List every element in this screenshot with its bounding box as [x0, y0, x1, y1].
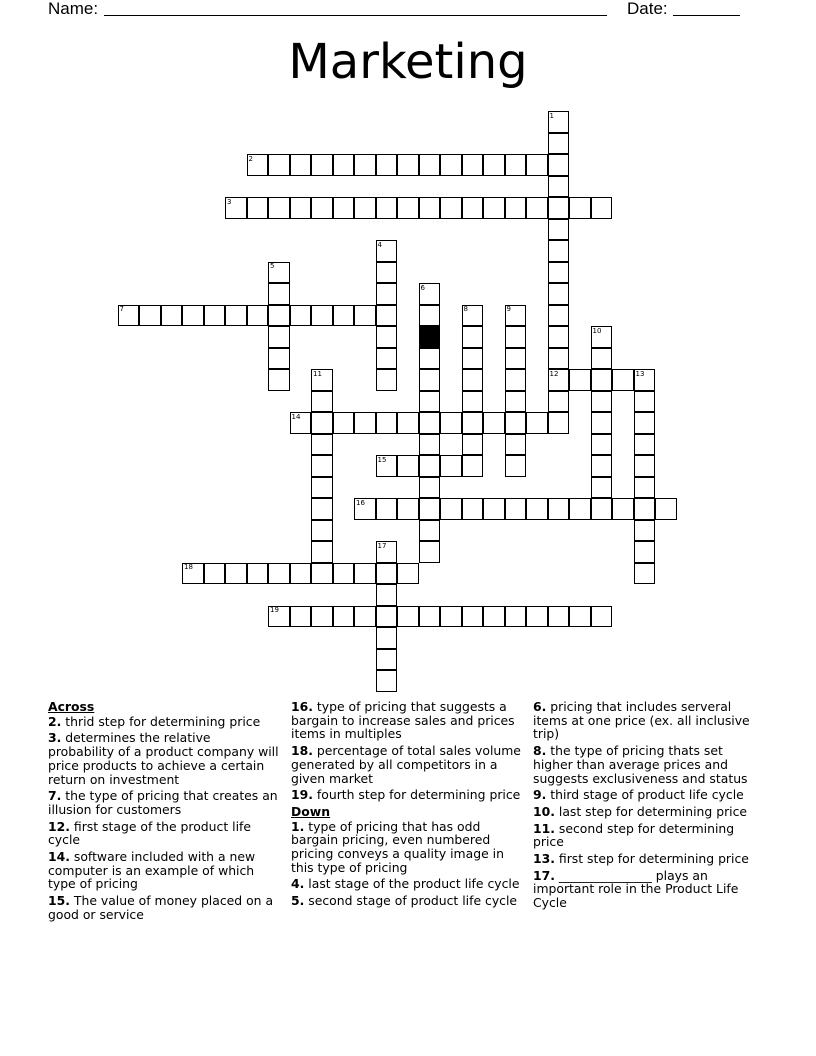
grid-cell[interactable] [634, 369, 656, 391]
clue-item-number: 17. [533, 867, 555, 883]
grid-cell[interactable] [548, 219, 570, 241]
grid-cell[interactable] [483, 606, 505, 628]
grid-cell[interactable] [354, 563, 376, 585]
grid-cell[interactable] [634, 455, 656, 477]
clue-item [533, 744, 765, 785]
grid-cell[interactable] [591, 606, 613, 628]
grid-cell[interactable] [505, 154, 527, 176]
grid-cell[interactable] [548, 262, 570, 284]
clue-item-text: _______________ plays an important role in the Product Life Cycle [533, 867, 739, 911]
clue-item-text: The value of money placed on a good or service [48, 893, 274, 922]
clue-number: 1 [549, 111, 554, 120]
grid-cell[interactable] [591, 455, 613, 477]
grid-cell[interactable] [505, 606, 527, 628]
grid-cell[interactable] [591, 197, 613, 219]
grid-cell[interactable] [225, 197, 247, 219]
clue-heading-across: Across [48, 699, 95, 714]
clue-item-text: fourth step for determining price [312, 787, 521, 803]
clue-item-number: 5. [291, 893, 305, 909]
grid-cell[interactable] [290, 412, 312, 434]
grid-cell[interactable] [311, 520, 333, 542]
grid-cell[interactable] [569, 498, 591, 520]
clue-number: 12 [549, 369, 559, 378]
grid-cell[interactable] [612, 498, 634, 520]
grid-cell[interactable] [612, 369, 634, 391]
grid-cell[interactable] [634, 498, 656, 520]
clue-number: 6 [420, 283, 425, 292]
grid-cell[interactable] [376, 584, 398, 606]
grid-cell[interactable] [569, 197, 591, 219]
clue-item-number: 7. [48, 788, 62, 804]
clue-number: 8 [463, 305, 468, 313]
name-field[interactable] [104, 15, 607, 16]
grid-cell[interactable] [591, 498, 613, 520]
grid-cell[interactable] [462, 369, 484, 391]
grid-cell[interactable] [462, 498, 484, 520]
grid-cell[interactable] [247, 197, 269, 219]
grid-cell[interactable] [139, 305, 161, 327]
grid-cell[interactable] [419, 606, 441, 628]
grid-cell[interactable] [591, 326, 613, 348]
grid-cell[interactable] [268, 154, 290, 176]
grid-cell[interactable] [376, 154, 398, 176]
grid-cell[interactable] [440, 606, 462, 628]
clue-item-text: the type of pricing that creates an illusion for customers [48, 788, 278, 817]
grid-cell[interactable] [311, 391, 333, 413]
grid-cell[interactable] [483, 412, 505, 434]
grid-cell[interactable] [591, 412, 613, 434]
grid-cell[interactable] [526, 412, 548, 434]
grid-cell[interactable] [376, 563, 398, 585]
clue-item-number: 15. [48, 893, 70, 909]
grid-cell[interactable] [161, 305, 183, 327]
grid-cell[interactable] [591, 477, 613, 499]
grid-cell[interactable] [311, 412, 333, 434]
grid-cell[interactable] [225, 563, 247, 585]
grid-cell[interactable] [397, 563, 419, 585]
clue-item-text: pricing that includes serveral items at one price (ex. all inclusive trip) [533, 699, 750, 742]
grid-cell[interactable] [462, 606, 484, 628]
name-label: Name: [48, 0, 99, 18]
grid-cell[interactable] [376, 262, 398, 284]
clue-item-number: 3. [48, 730, 62, 746]
grid-cell[interactable] [397, 197, 419, 219]
grid-cell[interactable] [462, 455, 484, 477]
grid-cell[interactable] [483, 154, 505, 176]
grid-cell[interactable] [376, 455, 398, 477]
grid-cell[interactable] [376, 412, 398, 434]
grid-cell[interactable] [548, 240, 570, 262]
clue-number: 13 [635, 369, 645, 378]
grid-cell[interactable] [354, 606, 376, 628]
grid-cell[interactable] [440, 412, 462, 434]
clue-item [533, 788, 765, 802]
grid-cell[interactable] [311, 477, 333, 499]
clue-item-text: thrid step for determining price [61, 713, 261, 729]
grid-cell[interactable] [526, 606, 548, 628]
grid-cell[interactable] [505, 305, 527, 327]
grid-cell[interactable] [440, 498, 462, 520]
grid-cell[interactable] [440, 455, 462, 477]
grid-cell[interactable] [376, 541, 398, 563]
clue-item-text: second step for determining price [533, 820, 735, 850]
grid-cell[interactable] [505, 434, 527, 456]
grid-cell[interactable] [655, 498, 677, 520]
clue-item-number: 8. [533, 743, 547, 759]
grid-cell[interactable] [419, 348, 441, 370]
clue-item [291, 788, 523, 802]
grid-cell[interactable] [591, 434, 613, 456]
clue-item-text: determines the relative probability of a product company will price products to achieve a certain return on investment [48, 730, 279, 787]
clue-item-number: 4. [291, 876, 305, 892]
grid-cell[interactable] [548, 391, 570, 413]
grid-cell[interactable] [376, 649, 398, 671]
clue-item-number: 9. [533, 787, 547, 803]
grid-cell[interactable] [354, 197, 376, 219]
grid-cell[interactable] [462, 326, 484, 348]
grid-cell[interactable] [419, 369, 441, 391]
clue-item-number: 2. [48, 713, 62, 729]
clue-item [533, 852, 765, 866]
grid-cell[interactable] [440, 154, 462, 176]
grid-cell[interactable] [376, 240, 398, 262]
clue-item-text: type of pricing that has odd bargain pricing, even numbered pricing conveys a quality image in this type of pricing [291, 818, 504, 875]
clue-number: 14 [291, 412, 301, 421]
grid-cell[interactable] [419, 283, 441, 305]
grid-cell[interactable] [483, 197, 505, 219]
clue-item [48, 820, 280, 847]
grid-cell[interactable] [247, 154, 269, 176]
clue-item-number: 11. [533, 820, 555, 836]
clue-heading-down: Down [291, 803, 331, 819]
clue-item-text: last step for determining price [554, 803, 748, 819]
grid-cell[interactable] [311, 305, 333, 327]
grid-cell[interactable] [462, 412, 484, 434]
grid-cell[interactable] [505, 391, 527, 413]
grid-cell[interactable] [311, 154, 333, 176]
clue-number: 15 [377, 455, 387, 464]
grid-cell[interactable] [419, 498, 441, 520]
grid-cell[interactable] [333, 606, 355, 628]
clue-item-number: 12. [48, 818, 70, 834]
grid-cell[interactable] [118, 305, 140, 327]
grid-cell[interactable] [419, 412, 441, 434]
grid-cell[interactable] [634, 412, 656, 434]
grid-cell[interactable] [311, 369, 333, 391]
grid-cell[interactable] [376, 326, 398, 348]
clue-item-text: third stage of product life cycle [546, 787, 744, 803]
grid-cell[interactable] [526, 498, 548, 520]
grid-cell[interactable] [333, 197, 355, 219]
grid-cell[interactable] [354, 498, 376, 520]
grid-cell[interactable] [311, 563, 333, 585]
grid-cell[interactable] [548, 412, 570, 434]
grid-cell[interactable] [333, 412, 355, 434]
grid-cell[interactable] [376, 627, 398, 649]
grid-cell[interactable] [591, 369, 613, 391]
puzzle-title: Marketing [288, 34, 528, 90]
grid-cell[interactable] [462, 348, 484, 370]
grid-cell[interactable] [526, 197, 548, 219]
clue-item-text: the type of pricing thats set higher than average prices and suggests exclusiveness and status [533, 743, 748, 786]
grid-cell[interactable] [548, 498, 570, 520]
grid-cell[interactable] [376, 670, 398, 692]
grid-cell[interactable] [182, 563, 204, 585]
grid-cell[interactable] [548, 197, 570, 219]
clue-number: 3 [227, 197, 232, 206]
grid-cell[interactable] [376, 348, 398, 370]
clue-item [533, 700, 765, 741]
grid-cell[interactable] [419, 455, 441, 477]
clue-item-number: 1. [291, 818, 305, 834]
clue-number: 9 [506, 305, 511, 313]
grid-cell[interactable] [397, 154, 419, 176]
grid-cell[interactable] [505, 498, 527, 520]
grid-cell[interactable] [268, 326, 290, 348]
clue-item-text: second stage of product life cycle [304, 893, 518, 909]
grid-cell[interactable] [483, 498, 505, 520]
grid-cell[interactable] [268, 369, 290, 391]
grid-cell[interactable] [569, 369, 591, 391]
grid-cell[interactable] [505, 369, 527, 391]
grid-cell[interactable] [247, 563, 269, 585]
clue-item [291, 820, 523, 875]
grid-cell[interactable] [376, 197, 398, 219]
grid-cell[interactable] [290, 606, 312, 628]
grid-cell[interactable] [419, 305, 441, 327]
grid-cell[interactable] [634, 391, 656, 413]
grid-cell[interactable] [548, 154, 570, 176]
black-square [419, 326, 441, 348]
grid-cell[interactable] [376, 606, 398, 628]
grid-cell[interactable] [419, 541, 441, 563]
clue-item-text: last stage of the product life cycle [304, 876, 520, 892]
clue-item-number: 6. [533, 699, 547, 714]
grid-cell[interactable] [311, 455, 333, 477]
grid-cell[interactable] [591, 348, 613, 370]
grid-cell[interactable] [376, 305, 398, 327]
grid-cell[interactable] [548, 176, 570, 198]
grid-cell[interactable] [440, 197, 462, 219]
grid-cell[interactable] [311, 197, 333, 219]
clue-item [291, 700, 523, 741]
grid-cell[interactable] [634, 434, 656, 456]
grid-cell[interactable] [548, 283, 570, 305]
grid-cell[interactable] [333, 305, 355, 327]
clue-item [291, 744, 523, 785]
grid-cell[interactable] [548, 326, 570, 348]
grid-cell[interactable] [268, 606, 290, 628]
clue-item [533, 805, 765, 819]
grid-cell[interactable] [397, 412, 419, 434]
date-label: Date: [627, 0, 668, 18]
clue-item-number: 16. [291, 699, 313, 714]
clue-item [48, 731, 280, 786]
grid-cell[interactable] [548, 369, 570, 391]
grid-cell[interactable] [268, 348, 290, 370]
grid-cell[interactable] [311, 498, 333, 520]
grid-cell[interactable] [397, 498, 419, 520]
clue-item-number: 13. [533, 851, 555, 867]
grid-cell[interactable] [462, 305, 484, 327]
grid-cell[interactable] [204, 305, 226, 327]
grid-cell[interactable] [354, 305, 376, 327]
clue-item-text: type of pricing that suggests a bargain to increase sales and prices items in multiples [291, 699, 515, 742]
clue-item-text: percentage of total sales volume generated by all competitors in a given market [291, 743, 521, 786]
clue-item [48, 789, 280, 816]
grid-cell[interactable] [397, 606, 419, 628]
grid-cell[interactable] [247, 305, 269, 327]
clue-item [48, 894, 280, 921]
clue-number: 11 [313, 369, 322, 378]
grid-cell[interactable] [634, 563, 656, 585]
clue-item-text: first step for determining price [554, 851, 749, 867]
grid-cell[interactable] [634, 541, 656, 563]
grid-cell[interactable] [311, 606, 333, 628]
grid-cell[interactable] [548, 111, 570, 133]
grid-cell[interactable] [548, 133, 570, 155]
grid-cell[interactable] [505, 412, 527, 434]
grid-cell[interactable] [290, 305, 312, 327]
grid-cell[interactable] [634, 520, 656, 542]
grid-cell[interactable] [333, 154, 355, 176]
grid-cell[interactable] [397, 455, 419, 477]
grid-cell[interactable] [419, 434, 441, 456]
grid-cell[interactable] [311, 434, 333, 456]
grid-cell[interactable] [419, 520, 441, 542]
grid-cell[interactable] [225, 305, 247, 327]
clue-item-number: 10. [533, 803, 555, 819]
clue-item [291, 877, 523, 891]
grid-cell[interactable] [462, 391, 484, 413]
grid-cell[interactable] [268, 563, 290, 585]
grid-cell[interactable] [268, 197, 290, 219]
clue-item-number: 14. [48, 849, 70, 865]
grid-cell[interactable] [204, 563, 226, 585]
grid-cell[interactable] [505, 197, 527, 219]
clue-number: 10 [592, 326, 602, 335]
grid-cell[interactable] [376, 369, 398, 391]
clue-item [48, 850, 280, 891]
grid-cell[interactable] [526, 154, 548, 176]
grid-cell[interactable] [290, 197, 312, 219]
grid-cell[interactable] [634, 477, 656, 499]
grid-cell[interactable] [419, 391, 441, 413]
clue-item-number: 18. [291, 743, 313, 759]
clue-number: 17 [377, 541, 387, 550]
grid-cell[interactable] [462, 434, 484, 456]
grid-cell[interactable] [548, 305, 570, 327]
grid-cell[interactable] [505, 348, 527, 370]
clue-number: 18 [184, 563, 193, 571]
clue-item-number: 19. [291, 787, 313, 803]
clue-number: 5 [270, 262, 275, 270]
clue-item [291, 894, 523, 908]
grid-cell[interactable] [376, 498, 398, 520]
clue-column-1 [48, 700, 280, 925]
clue-column-3 [533, 700, 765, 913]
grid-cell[interactable] [354, 154, 376, 176]
grid-cell[interactable] [354, 412, 376, 434]
clue-number: 4 [377, 240, 382, 249]
grid-cell[interactable] [419, 154, 441, 176]
grid-cell[interactable] [268, 305, 290, 327]
grid-cell[interactable] [462, 197, 484, 219]
clue-item [48, 715, 280, 729]
grid-cell[interactable] [268, 283, 290, 305]
clue-number: 19 [270, 606, 279, 614]
grid-cell[interactable] [376, 283, 398, 305]
clue-item [533, 869, 765, 910]
grid-cell[interactable] [505, 455, 527, 477]
clue-number: 16 [356, 498, 365, 507]
grid-cell[interactable] [268, 262, 290, 284]
clue-item [533, 822, 765, 849]
name-date-line [48, 0, 768, 20]
clue-number: 2 [248, 154, 253, 163]
grid-cell[interactable] [290, 563, 312, 585]
grid-cell[interactable] [290, 154, 312, 176]
grid-cell[interactable] [548, 348, 570, 370]
clue-item-text: first stage of the product life cycle [48, 818, 251, 848]
grid-cell[interactable] [333, 563, 355, 585]
grid-cell[interactable] [182, 305, 204, 327]
clue-number: 7 [119, 305, 124, 313]
grid-cell[interactable] [548, 606, 570, 628]
grid-cell[interactable] [505, 326, 527, 348]
date-field[interactable] [673, 15, 740, 16]
grid-cell[interactable] [591, 391, 613, 413]
clue-column-2 [291, 700, 523, 911]
grid-cell[interactable] [419, 197, 441, 219]
grid-cell[interactable] [462, 154, 484, 176]
clue-item-text: software included with a new computer is an example of which type of pricing [48, 849, 256, 892]
grid-cell[interactable] [569, 606, 591, 628]
grid-cell[interactable] [311, 541, 333, 563]
grid-cell[interactable] [419, 477, 441, 499]
